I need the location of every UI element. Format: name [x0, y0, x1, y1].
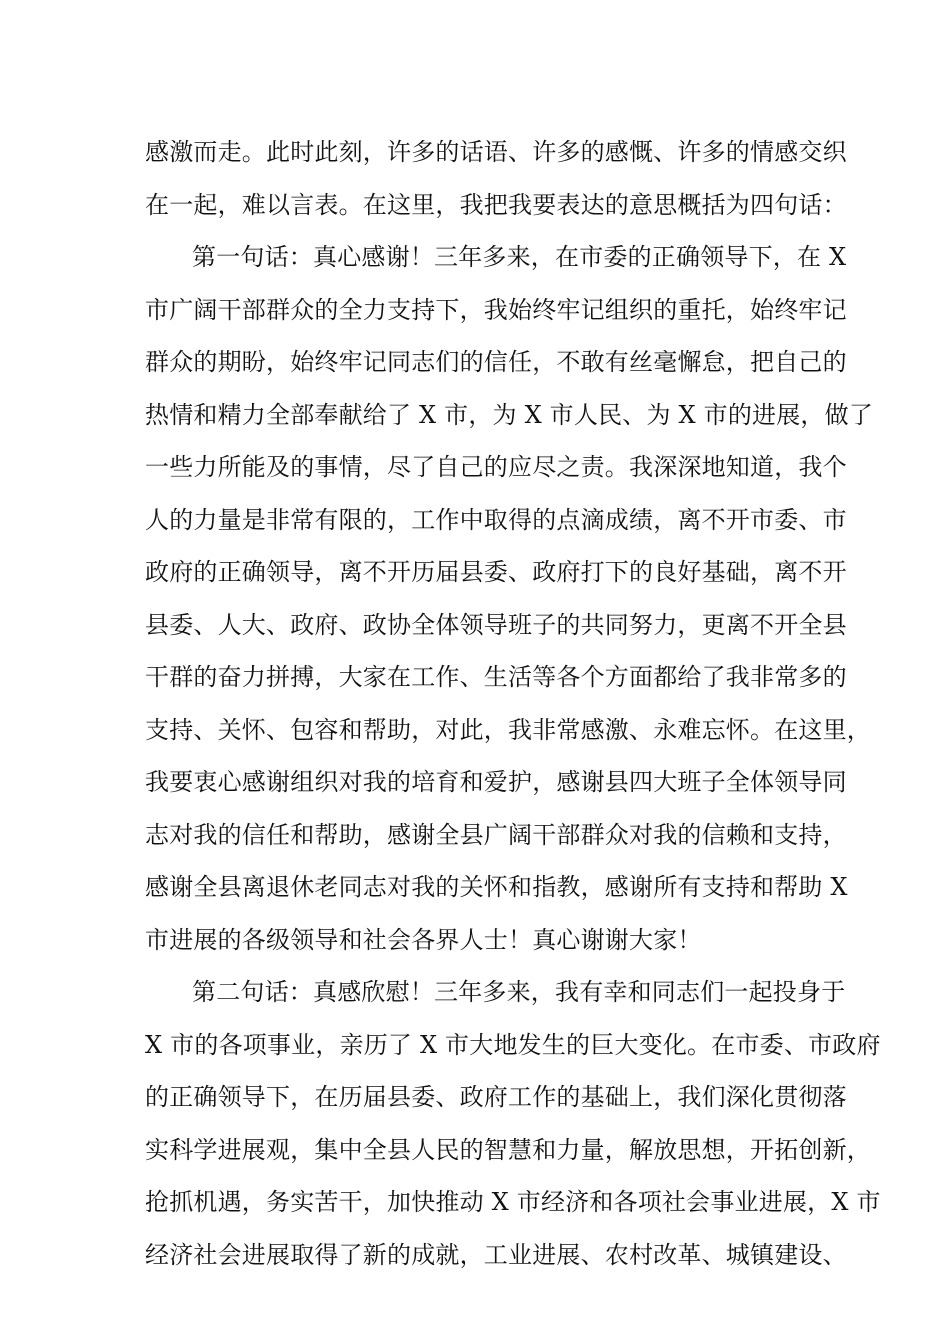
- text-line: 干群的奋力拼搏，大家在工作、生活等各个方面都给了我非常多的: [145, 663, 847, 691]
- text-line: 人的力量是非常有限的，工作中取得的点滴成绩，离不开市委、市: [145, 505, 847, 534]
- text-line: 经济社会进展取得了新的成就，工业进展、农村改革、城镇建设、: [145, 1240, 847, 1269]
- paragraph-first-line: 第二句话：真感欣慰！三年多来，我有幸和同志们一起投身于: [192, 978, 846, 1006]
- text-line: 我要衷心感谢组织对我的培育和爱护，感谢县四大班子全体领导同: [145, 768, 847, 796]
- body-text: [145, 126, 881, 1281]
- text-line: 实科学进展观，集中全县人民的智慧和力量，解放思想，开拓创新，: [145, 1135, 871, 1164]
- text-line: 县委、人大、政府、政协全体领导班子的共同努力，更离不开全县: [145, 610, 847, 639]
- text-line: 热情和精力全部奉献给了 X 市，为 X 市人民、为 X 市的进展，做了: [145, 400, 874, 429]
- text-line: X 市的各项事业，亲历了 X 市大地发生的巨大变化。在市委、市政府: [145, 1030, 881, 1059]
- text-line: 政府的正确领导，离不开历届县委、政府打下的良好基础，离不开: [145, 558, 847, 586]
- text-line: 感谢全县离退休老同志对我的关怀和指教，感谢所有支持和帮助 X: [145, 873, 848, 901]
- text-line: 志对我的信任和帮助，感谢全县广阔干部群众对我的信赖和支持，: [145, 820, 847, 849]
- text-line: 抢抓机遇，务实苦干，加快推动 X 市经济和各项社会事业进展，X 市: [145, 1188, 881, 1216]
- text-line: 市进展的各级领导和社会各界人士！真心谢谢大家！: [145, 925, 702, 954]
- text-line: 的正确领导下，在历届县委、政府工作的基础上，我们深化贯彻落: [145, 1083, 847, 1111]
- text-line: 群众的期盼，始终牢记同志们的信任，不敢有丝毫懈怠，把自己的: [145, 348, 847, 376]
- text-line: 支持、关怀、包容和帮助，对此，我非常感激、永难忘怀。在这里，: [145, 715, 871, 744]
- text-line: 在一起，难以言表。在这里，我把我要表达的意思概括为四句话：: [145, 190, 847, 219]
- text-line: 感激而走。此时此刻，许多的话语、许多的感慨、许多的情感交织: [145, 138, 847, 166]
- paragraph-first-line: 第一句话：真心感谢！三年多来，在市委的正确领导下，在 X: [192, 243, 847, 271]
- text-line: 一些力所能及的事情，尽了自己的应尽之责。我深深地知道，我个: [145, 453, 847, 481]
- text-line: 市广阔干部群众的全力支持下，我始终牢记组织的重托，始终牢记: [145, 295, 847, 324]
